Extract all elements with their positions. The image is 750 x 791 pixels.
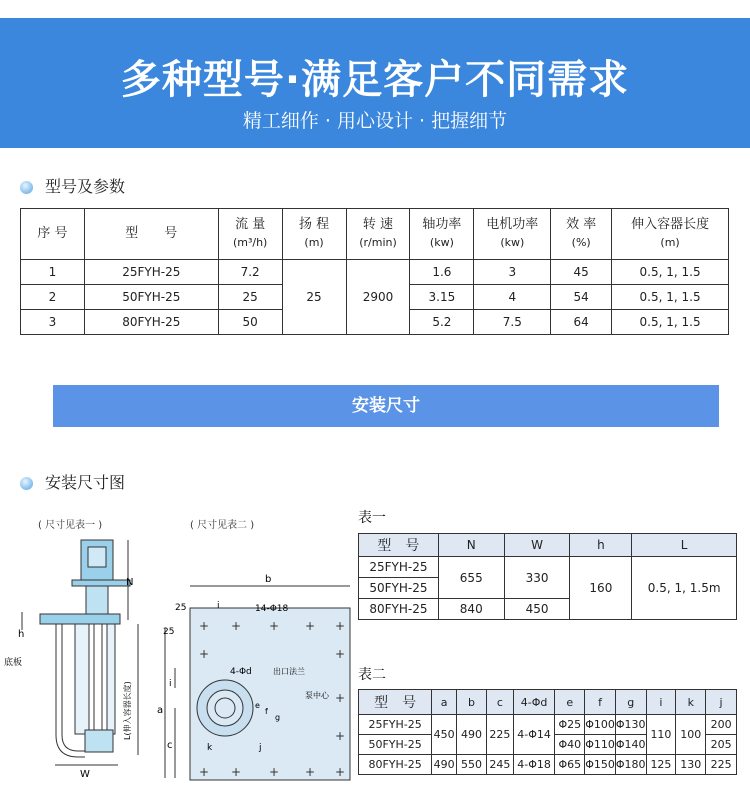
section-install-heading [20,470,125,493]
t2-cell-k: 130 [676,755,706,775]
label-W: W [80,769,90,780]
t2-header-i: i [646,690,676,715]
label-i-top: i [217,601,220,611]
svg-text:+: + [335,691,346,705]
cell-model: 80FYH-25 [84,310,218,335]
section-models-title: 型号及参数 [45,177,126,196]
t2-header-k: k [676,690,706,715]
label-a: a [157,705,164,716]
t1-header-N: N [438,534,504,557]
cell-length: 0.5, 1, 1.5 [612,310,729,335]
svg-text:+: + [231,765,242,779]
col-header-motor-power: 电机功率 (kw) [474,209,551,260]
t1-cell-L: 0.5, 1, 1.5m [632,557,737,620]
params-table [20,208,729,335]
cell-efficiency: 54 [551,285,612,310]
col-header-model: 型 号 [84,209,218,260]
t2-cell-a: 490 [432,755,457,775]
t2-header-g: g [615,690,646,715]
t2-cell-c: 245 [486,755,513,775]
svg-text:+: + [335,647,346,661]
t2-header-e: e [555,690,585,715]
cell-model: 25FYH-25 [84,260,218,285]
params-header-row [21,209,729,260]
table-row [21,260,729,285]
svg-text:+: + [199,647,210,661]
t1-cell-W: 330 [504,557,570,599]
t2-header-model: 型 号 [359,690,432,715]
t1-header-W: W [504,534,570,557]
cell-shaft-power: 1.6 [410,260,474,285]
svg-text:+: + [305,765,316,779]
col-header-flow: 流 量 (m³/h) [218,209,282,260]
cell-no: 1 [21,260,85,285]
table2-label: 表二 [358,667,386,683]
svg-text:+: + [199,619,210,633]
dimension-table-1 [358,533,737,620]
svg-text:+: + [335,619,346,633]
label-h: h [18,629,25,640]
label-25-side: 25 [163,627,175,637]
t2-header-c: c [486,690,513,715]
cell-length: 0.5, 1, 1.5 [612,285,729,310]
t2-cell-c: 225 [486,715,513,755]
t1-cell-N: 655 [438,557,504,599]
label-i-side: i [169,679,172,689]
label-b: b [265,574,272,585]
table-row [359,755,737,775]
t2-header-d: 4-Φd [513,690,555,715]
cell-motor-power: 7.5 [474,310,551,335]
t2-cell-b: 550 [457,755,487,775]
t1-cell-N: 840 [438,599,504,620]
cell-no: 3 [21,310,85,335]
cell-flow: 25 [218,285,282,310]
t2-cell-e: Φ65 [555,755,585,775]
t2-cell-j: 225 [706,755,737,775]
cell-flow: 50 [218,310,282,335]
section-models-heading [20,174,125,197]
cell-head: 25 [282,260,346,335]
label-j: j [259,743,262,753]
cell-motor-power: 4 [474,285,551,310]
label-25-top: 25 [175,603,187,613]
t2-cell-j: 200 [706,715,737,735]
col-header-length: 伸入容器长度 (m) [612,209,729,260]
label-holes-14: 14-Φ18 [255,604,289,614]
col-header-shaft-power: 轴功率 (kw) [410,209,474,260]
svg-text:+: + [335,765,346,779]
t2-cell-g: Φ180 [615,755,646,775]
t2-cell-d: 4-Φ14 [513,715,555,755]
caption-right: ( 尺寸见表二 ) [190,520,255,531]
base-plate-drawing [155,568,355,784]
svg-text:+: + [305,619,316,633]
install-size-bar: 安装尺寸 [53,385,719,427]
caption-left: ( 尺寸见表一 ) [38,520,103,531]
cell-motor-power: 3 [474,260,551,285]
label-base-plate: 底板 [4,658,23,668]
cell-shaft-power: 3.15 [410,285,474,310]
label-N: N [126,577,134,588]
svg-text:+: + [231,619,242,633]
t2-cell-e: Φ40 [555,735,585,755]
cell-no: 2 [21,285,85,310]
banner-title: 多种型号·满足客户不同需求 [120,57,630,103]
cell-efficiency: 64 [551,310,612,335]
t2-cell-f: Φ110 [585,735,616,755]
cell-flow: 7.2 [218,260,282,285]
table1-header-row [359,534,737,557]
t2-cell-i: 110 [646,715,676,755]
t2-cell-d: 4-Φ18 [513,755,555,775]
col-header-efficiency: 效 率 (%) [551,209,612,260]
t2-header-f: f [585,690,616,715]
label-f: f [265,707,268,716]
t1-cell-model: 80FYH-25 [359,599,439,620]
label-c: c [167,740,173,751]
t2-cell-i: 125 [646,755,676,775]
cell-shaft-power: 5.2 [410,310,474,335]
t2-cell-j: 205 [706,735,737,755]
svg-text:+: + [199,765,210,779]
cell-efficiency: 45 [551,260,612,285]
label-holes-4: 4-Φd [230,667,252,677]
t2-cell-model: 80FYH-25 [359,755,432,775]
cell-speed: 2900 [346,260,410,335]
label-L: L(伸入容器长度) [123,681,132,740]
svg-text:+: + [269,765,280,779]
t2-header-a: a [432,690,457,715]
label-e: e [255,701,260,710]
t2-header-j: j [706,690,737,715]
t2-cell-g: Φ130 [615,715,646,735]
svg-text:+: + [269,619,280,633]
header-banner [0,18,750,148]
label-pump-center: 泵中心 [305,691,329,700]
banner-subtitle: 精工细作 · 用心设计 · 把握细节 [242,110,508,132]
t2-cell-k: 100 [676,715,706,755]
label-k: k [207,743,213,753]
col-header-no: 序 号 [21,209,85,260]
pump-side-drawing [0,525,150,791]
table1-label: 表一 [358,510,386,526]
col-header-speed: 转 速 (r/min) [346,209,410,260]
t2-cell-model: 25FYH-25 [359,715,432,735]
col-header-head: 扬 程 (m) [282,209,346,260]
t2-header-b: b [457,690,487,715]
label-g: g [275,713,281,722]
table-row [359,715,737,735]
bullet-icon [20,181,33,194]
t2-cell-a: 450 [432,715,457,755]
t2-cell-b: 490 [457,715,487,755]
t2-cell-f: Φ150 [585,755,616,775]
t1-header-model: 型 号 [359,534,439,557]
t1-header-L: L [632,534,737,557]
cell-model: 50FYH-25 [84,285,218,310]
t1-cell-model: 25FYH-25 [359,557,439,578]
bullet-icon [20,477,33,490]
dimension-table-2 [358,689,737,775]
cell-length: 0.5, 1, 1.5 [612,260,729,285]
t2-cell-e: Φ25 [555,715,585,735]
t1-cell-model: 50FYH-25 [359,578,439,599]
base-plate-shape [40,614,120,624]
table2-header-row [359,690,737,715]
t2-cell-model: 50FYH-25 [359,735,432,755]
t1-cell-W: 450 [504,599,570,620]
t1-cell-h: 160 [570,557,632,620]
svg-text:+: + [335,729,346,743]
t1-header-h: h [570,534,632,557]
label-outlet-flange: 出口法兰 [273,667,305,676]
t2-cell-g: Φ140 [615,735,646,755]
t2-cell-f: Φ100 [585,715,616,735]
section-install-title: 安装尺寸图 [45,473,126,492]
table-row [359,557,737,578]
